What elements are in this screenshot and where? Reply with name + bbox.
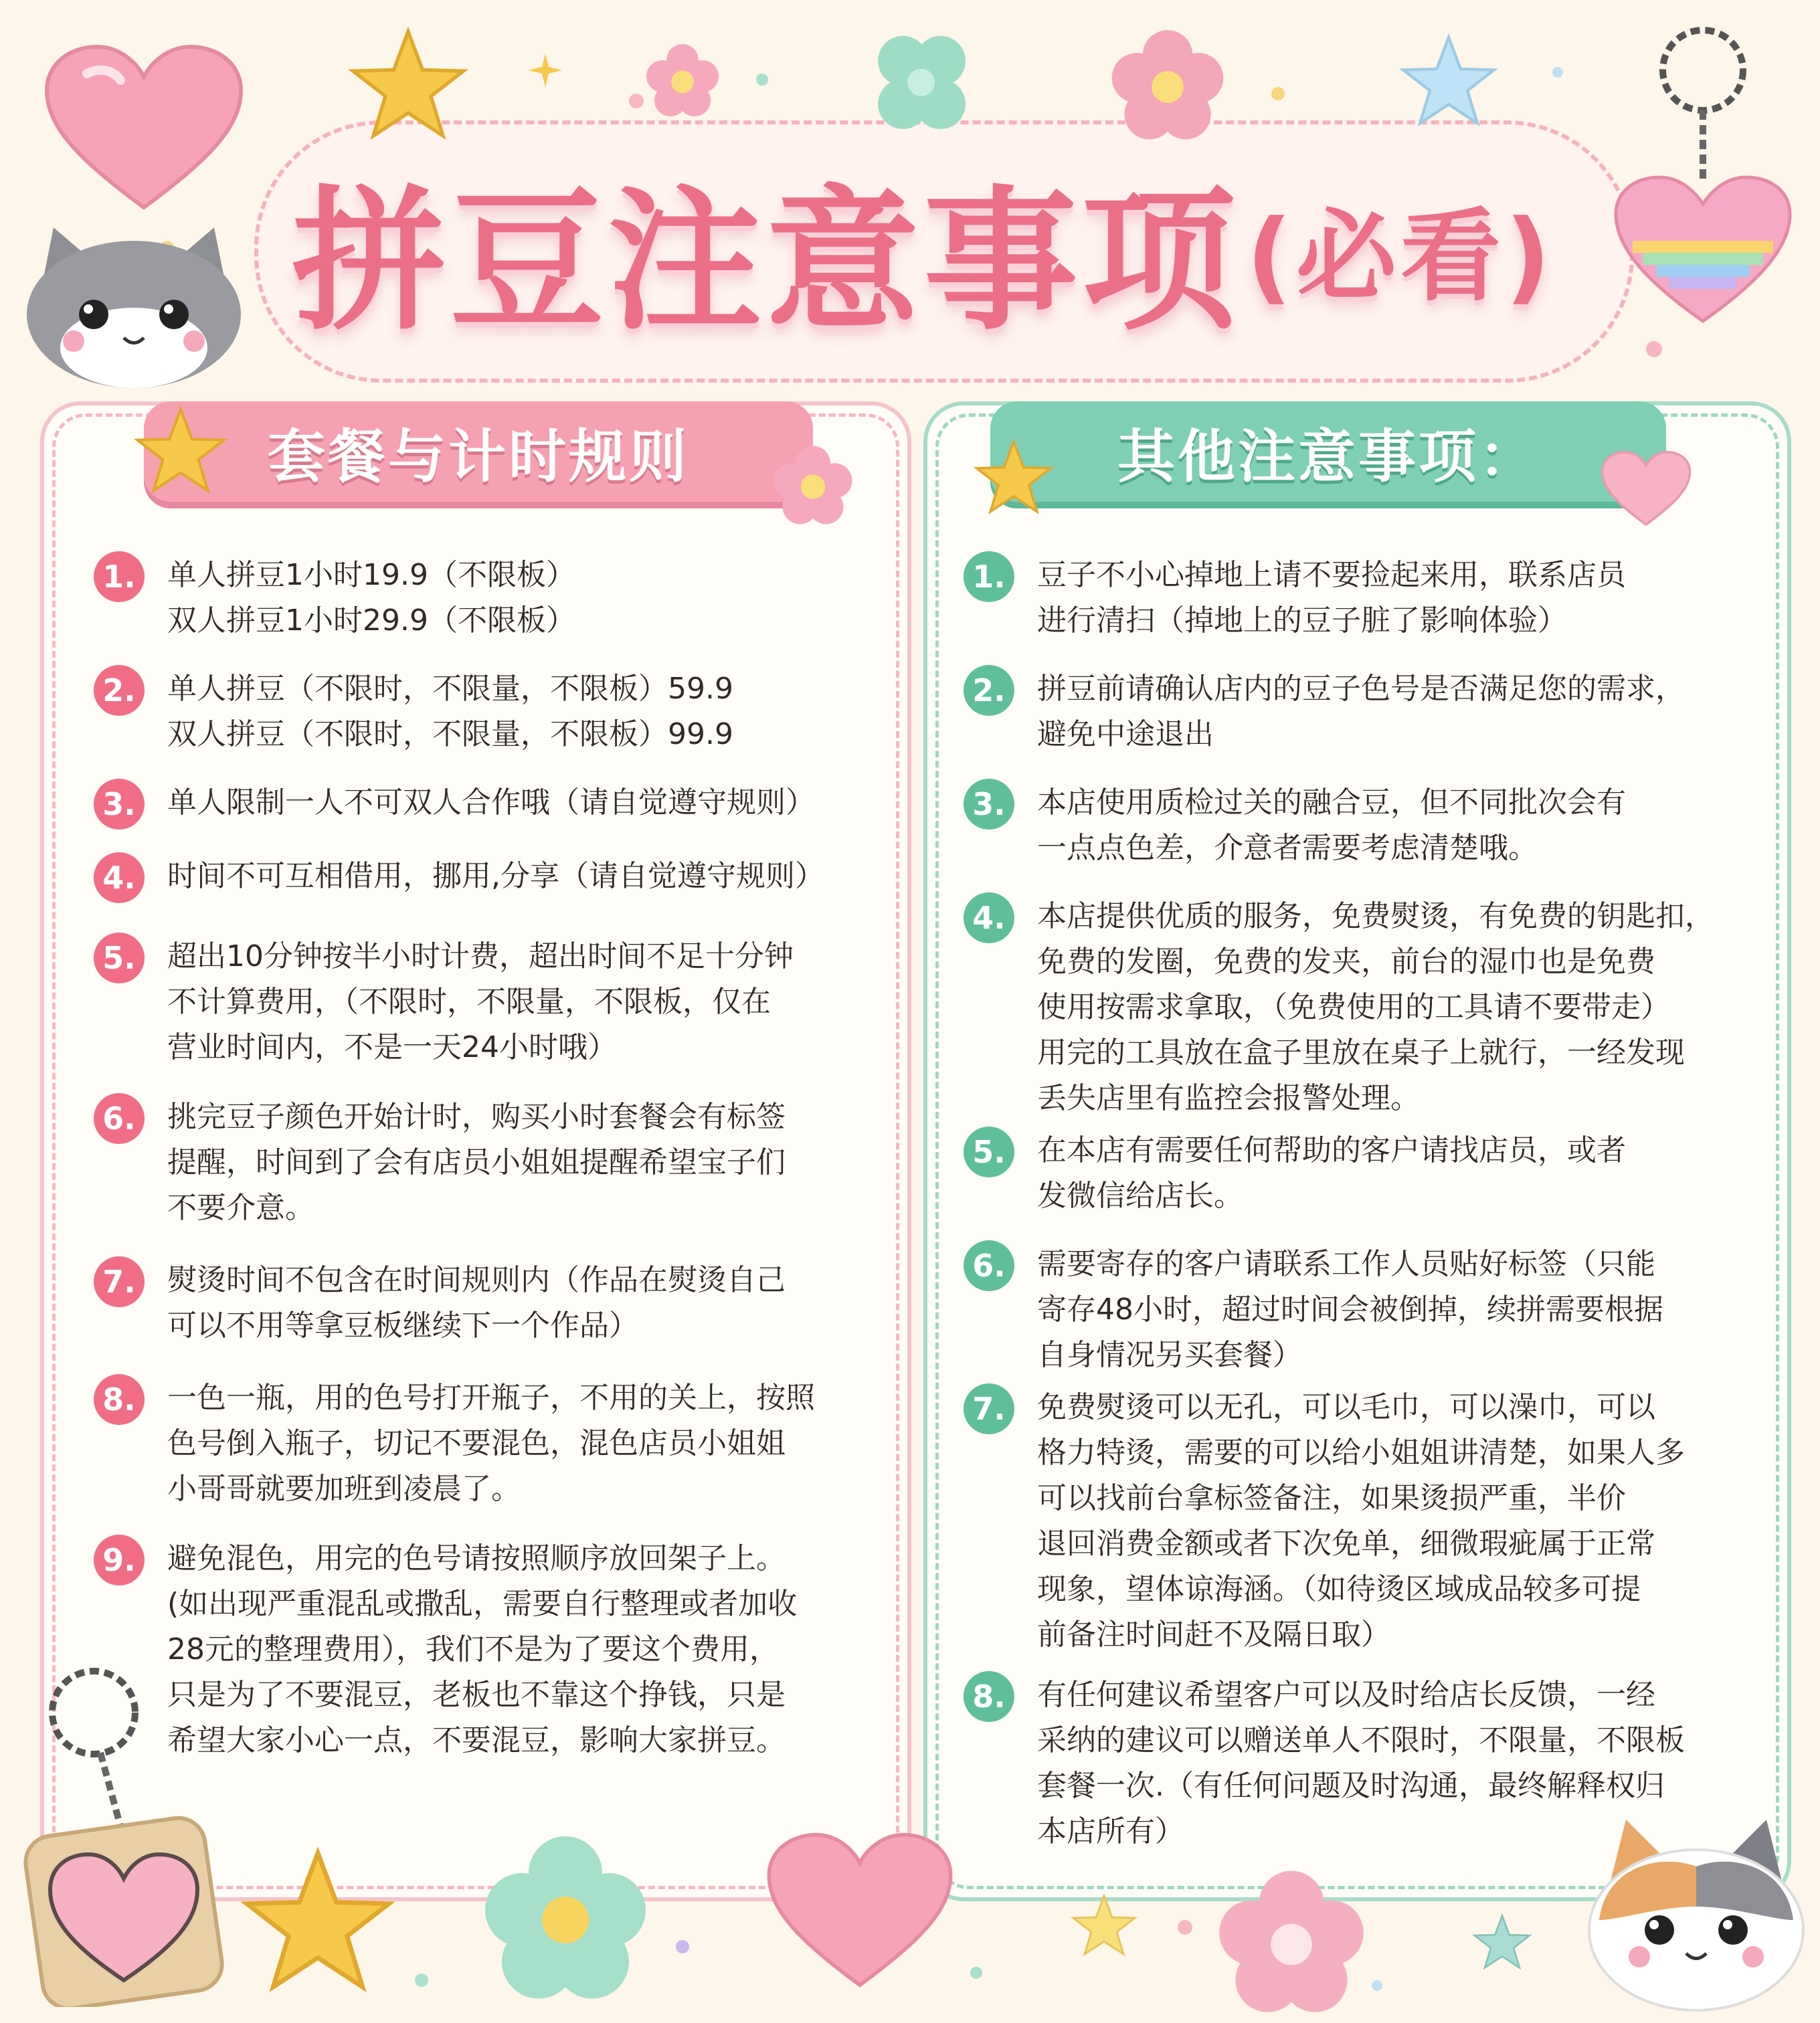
list-item bbox=[94, 854, 883, 903]
item-number: 8. bbox=[964, 1671, 1014, 1722]
item-number: 8. bbox=[94, 1374, 145, 1425]
list-item bbox=[94, 780, 883, 830]
item-text: 拼豆前请确认店内的豆子色号是否满足您的需求， 避免中途退出 bbox=[1037, 672, 1685, 751]
confetti-dot bbox=[970, 1967, 982, 1979]
item-text: 在本店有需要任何帮助的客户请找店员，或者 发微信给店长。 bbox=[1037, 1133, 1626, 1213]
list-item bbox=[94, 666, 883, 757]
rainbow-heart-keychain-icon bbox=[1606, 20, 1800, 328]
calico-cat-bead-icon bbox=[1579, 1806, 1813, 2014]
item-number: 1. bbox=[964, 551, 1014, 602]
item-number: 1. bbox=[94, 551, 145, 602]
list-item bbox=[964, 553, 1766, 644]
list-item bbox=[964, 894, 1766, 1121]
item-text: 免费熨烫可以无孔，可以毛巾，可以澡巾，可以 格力特烫，需要的可以给小姐姐讲清楚，如果人多 可以找前台拿标签备注，如果烫损严重，半价 退回消费金额或者下次免单，细微瑕疵属于正常 现象，望体谅海涵。（如待烫区域成品较多可提 前备注时间赶不及隔日取） bbox=[1037, 1390, 1685, 1652]
gold-star-bead-icon bbox=[1071, 1893, 1138, 1957]
confetti-dot bbox=[1646, 341, 1662, 357]
item-number: 2. bbox=[94, 665, 145, 716]
confetti-dot bbox=[1552, 67, 1563, 78]
item-number: 4. bbox=[964, 892, 1014, 943]
heart-keychain-icon bbox=[20, 1659, 227, 2007]
confetti-dot bbox=[1271, 87, 1285, 100]
gray-cat-bead-icon bbox=[13, 214, 254, 388]
mint-flower-bead-icon bbox=[863, 27, 977, 140]
list-item bbox=[964, 666, 1766, 757]
item-text: 本店提供优质的服务，免费熨烫，有免费的钥匙扣， 免费的发圈，免费的发夹，前台的湿巾也是免费 使用按需求拿取，（免费使用的工具请不要带走） 用完的工具放在盒子里放在桌子上就行，一经发现 丢失店里有监控会报警处理。 bbox=[1037, 899, 1714, 1115]
sparkle-icon bbox=[529, 54, 562, 87]
item-text: 本店使用质检过关的融合豆，但不同批次会有 一点点色差，介意者需要考虑清楚哦。 bbox=[1037, 785, 1626, 865]
list-item bbox=[964, 780, 1766, 871]
right-section-heading: 其他注意事项： bbox=[990, 401, 1666, 502]
item-number: 5. bbox=[94, 933, 145, 983]
pink-heart-bead-icon bbox=[763, 1826, 957, 1994]
pink-flower-bead-icon bbox=[1111, 27, 1224, 140]
confetti-dot bbox=[415, 1973, 428, 1987]
list-item bbox=[94, 1375, 883, 1512]
item-number: 4. bbox=[94, 852, 145, 903]
item-text: 超出10分钟按半小时计费，超出时间不足十分钟 不计算费用，（不限时，不限量，不限板，仅在 营业时间内，不是一天24小时哦） bbox=[167, 939, 794, 1064]
page-title bbox=[281, 134, 1566, 361]
confetti-dot bbox=[676, 1940, 689, 1953]
confetti-dot bbox=[1178, 1920, 1192, 1935]
pink-heart-bead-icon bbox=[40, 40, 248, 214]
list-item bbox=[964, 1128, 1766, 1219]
item-text: 有任何建议希望客户可以及时给店长反馈，一经 采纳的建议可以赠送单人不限时，不限量，不限板 套餐一次.（有任何问题及时沟通，最终解释权归 本店所有） bbox=[1037, 1678, 1685, 1848]
gold-star-bead-icon bbox=[348, 27, 468, 140]
item-number: 3. bbox=[964, 779, 1014, 830]
item-text: 单人限制一人不可双人合作哦（请自觉遵守规则） bbox=[167, 785, 815, 820]
item-text: 时间不可互相借用，挪用,分享（请自觉遵守规则） bbox=[167, 859, 824, 893]
item-number: 7. bbox=[964, 1383, 1014, 1434]
confetti-dot bbox=[1372, 1980, 1382, 1991]
list-item bbox=[94, 553, 883, 644]
item-number: 5. bbox=[964, 1127, 1014, 1177]
item-number: 6. bbox=[964, 1240, 1014, 1291]
list-item bbox=[964, 1242, 1766, 1378]
mint-flower-bead-icon bbox=[482, 1833, 649, 2000]
pink-flower-bead-icon bbox=[1218, 1866, 1365, 2014]
item-text: 单人拼豆1小时19.9（不限板） 双人拼豆1小时29.9（不限板） bbox=[167, 558, 575, 638]
pink-heart-bead-icon bbox=[1599, 448, 1693, 528]
pink-flower-bead-icon bbox=[642, 40, 723, 120]
list-item bbox=[94, 1094, 883, 1231]
title-main: 拼豆注意事项 bbox=[292, 172, 1240, 351]
item-number: 2. bbox=[964, 665, 1014, 716]
list-item bbox=[94, 934, 883, 1070]
item-number: 9. bbox=[94, 1535, 145, 1585]
title-sub: (必看) bbox=[1246, 199, 1555, 315]
gold-star-bead-icon bbox=[241, 1846, 395, 1994]
item-text: 单人拼豆（不限时，不限量，不限板）59.9 双人拼豆（不限时，不限量，不限板）99.9 bbox=[167, 672, 733, 751]
gold-star-bead-icon bbox=[134, 405, 227, 495]
pink-flower-bead-icon bbox=[769, 442, 856, 528]
blue-star-icon bbox=[1472, 1913, 1532, 1970]
list-item bbox=[964, 1385, 1766, 1658]
confetti-dot bbox=[756, 74, 768, 86]
gold-star-bead-icon bbox=[974, 438, 1054, 515]
item-text: 豆子不小心掉地上请不要捡起来用，联系店员 进行清扫（掉地上的豆子脏了影响体验） bbox=[1037, 558, 1626, 638]
item-text: 挑完豆子颜色开始计时，购买小时套餐会有标签 提醒，时间到了会有店员小姐姐提醒希望宝子们 不要介意。 bbox=[167, 1100, 786, 1225]
item-number: 3. bbox=[94, 779, 145, 830]
item-text: 需要寄存的客户请联系工作人员贴好标签（只能 寄存48小时，超过时间会被倒掉，续拼需要根据 自身情况另买套餐） bbox=[1037, 1247, 1663, 1372]
item-number: 6. bbox=[94, 1093, 145, 1144]
confetti-dot bbox=[629, 94, 644, 108]
list-item bbox=[94, 1258, 883, 1349]
item-text: 避免混色，用完的色号请按照顺序放回架子上。 (如出现严重混乱或撒乱，需要自行整理或者加收 28元的整理费用），我们不是为了要这个费用， 只是为了不要混豆，老板也不靠这个挣钱，只是 希望大家小心一点，不要混豆，影响大家拼豆。 bbox=[167, 1541, 798, 1757]
item-text: 熨烫时间不包含在时间规则内（作品在熨烫自己 可以不用等拿豆板继续下一个作品） bbox=[167, 1263, 786, 1343]
item-number: 7. bbox=[94, 1256, 145, 1307]
left-section-heading: 套餐与计时规则 bbox=[144, 401, 813, 502]
item-text: 一色一瓶，用的色号打开瓶子，不用的关上，按照 色号倒入瓶子，切记不要混色，混色店员小姐姐 小哥哥就要加班到凌晨了。 bbox=[167, 1381, 815, 1506]
blue-star-icon bbox=[1398, 33, 1499, 127]
